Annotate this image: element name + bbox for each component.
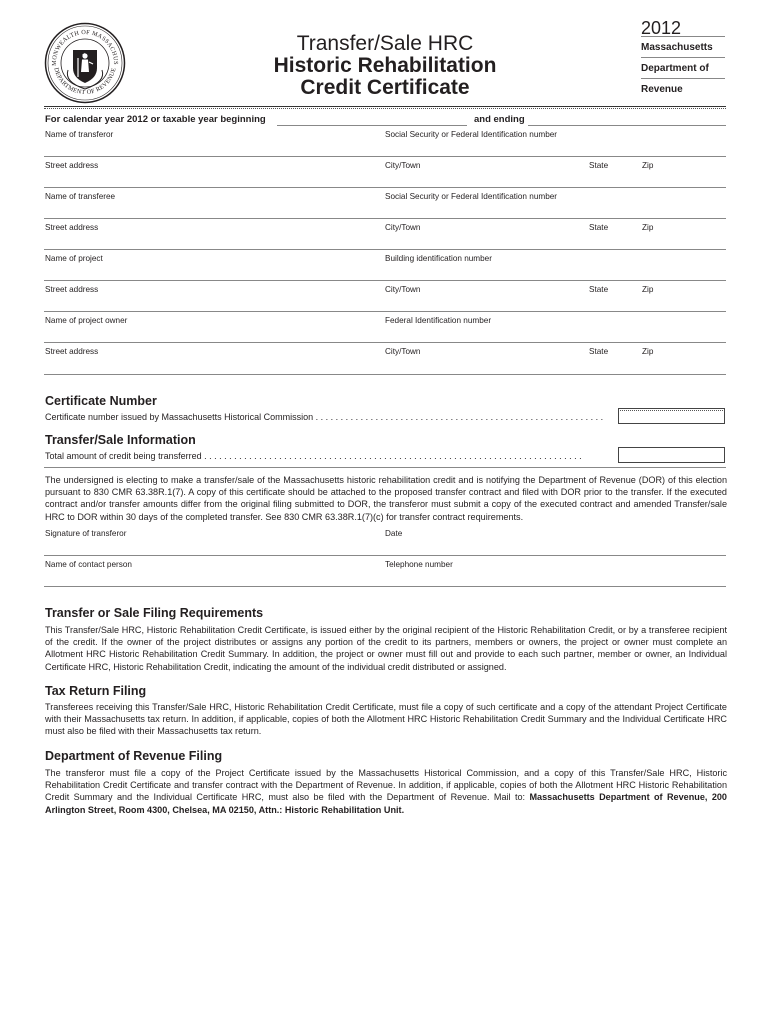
filing-requirements-heading: Transfer or Sale Filing Requirements xyxy=(45,606,264,620)
zip-label: Zip xyxy=(642,285,654,294)
certificate-number-input[interactable] xyxy=(618,408,725,424)
owner-address-field[interactable] xyxy=(44,374,726,375)
transferor-id-label: Social Security or Federal Identification number xyxy=(385,130,558,139)
transferor-address-field[interactable] xyxy=(44,187,726,188)
project-name-label: Name of project xyxy=(45,254,103,263)
project-owner-label: Name of project owner xyxy=(45,316,128,325)
street-address-label: Street address xyxy=(45,223,99,232)
dept-line-3: Revenue xyxy=(641,78,725,99)
transferee-name-label: Name of transferee xyxy=(45,192,116,201)
tax-year: 2012 xyxy=(641,18,682,38)
zip-label: Zip xyxy=(642,223,654,232)
certificate-number-line: Certificate number issued by Massachusetts Historical Commission . . . . . . . . . . . . . . . . . . . . . . . . . . . . . . . . . . . . . . . . . . . . . . . . . . . . . . . . . . xyxy=(45,412,604,422)
street-address-label: Street address xyxy=(45,161,99,170)
dor-filing-body: The transferor must file a copy of the Project Certificate issued by the Massachusetts Historical Commission, and a copy of this Transfer/Sale HRC, Historic Rehabilitation Credit Certificate and transfer contract with the Department of Revenue. In addition, if applicable, copies of both the Allotment HRC Historic Rehabilitation Credit Summary and the Individual Certificate HRC, must also be filed with the Department of Revenue. Mail to: xyxy=(45,768,727,803)
dor-filing-text xyxy=(45,767,727,816)
state-label: State xyxy=(589,223,609,232)
filing-requirements-text: This Transfer/Sale HRC, Historic Rehabilitation Credit Certificate, is issued either by the original recipient of the Historic Rehabilitation Credit, or by a transferee recipient of the credit. If the owner of the project distributes or assigns any portion of the credit to its partners, members or owners, the project or owner must complete an Allotment HRC Historic Rehabilitation Credit Summary. In addition, the project or owner must fill out and provide to each such partner, member or owner, an Individual Certificate HRC, Historic Rehabilitation Credit, indicating the amount of the individual credit distributed or assigned. xyxy=(45,625,727,672)
begin-date-input[interactable] xyxy=(277,125,467,126)
transferee-name-field[interactable] xyxy=(44,218,726,219)
transferor-name-label: Name of transferor xyxy=(45,130,114,139)
end-date-input[interactable] xyxy=(528,125,726,126)
transferor-name-field[interactable] xyxy=(44,156,726,157)
certificate-number-label: Certificate number issued by Massachusetts Historical Commission xyxy=(45,412,314,422)
dor-seal xyxy=(44,22,126,104)
contact-person-label: Name of contact person xyxy=(45,560,132,569)
transfer-info-heading: Transfer/Sale Information xyxy=(45,433,196,447)
signature-field[interactable] xyxy=(44,555,726,556)
title-line-1: Transfer/Sale HRC xyxy=(296,32,474,55)
divider xyxy=(44,467,726,468)
election-statement: The undersigned is electing to make a transfer/sale of the Massachusetts historic rehabilitation credit and is notifying the Department of Revenue (DOR) of this election pursuant to 830 CMR 63.38R.1(7). A copy of this certificate should be attached to the proposed transfer contract and filed with DOR prior to the transfer. If the executed contract and/or transfer amounts differ from the original filing submitted to DOR, the transferor must submit a copy of the executed contract and amended Transfer/sale HRC to DOR within 30 days of the completed transfer. See 830 CMR 63.38R.1(7)(c) for transfer contract requirements. xyxy=(45,475,727,522)
dept-line-2: Department of xyxy=(641,57,725,78)
dept-line-1: Massachusetts xyxy=(641,36,725,57)
signature-label: Signature of transferor xyxy=(45,529,127,538)
city-label: City/Town xyxy=(385,161,421,170)
state-label: State xyxy=(589,285,609,294)
credit-transferred-line: Total amount of credit being transferred . . . . . . . . . . . . . . . . . . . . . . . . . . . . . . . . . . . . . . . . . . . . . . . . . . . . . . . . . . . . . . . . . . . . . . . . . . . . xyxy=(45,451,582,461)
building-id-label: Building identification number xyxy=(385,254,492,263)
street-address-label: Street address xyxy=(45,347,99,356)
state-label: State xyxy=(589,347,609,356)
project-name-field[interactable] xyxy=(44,280,726,281)
dor-mailing-address: Massachusetts Department of Revenue, 200 Arlington Street, Room 4300, Chelsea, MA 02150, Attn.: Historic Rehabilitation Unit. xyxy=(45,792,727,815)
tax-return-text: Transferees receiving this Transfer/Sale HRC, Historic Rehabilitation Credit Certificate, must file a copy of such certificate and a copy of the attendant Project Certificate with their Massachusetts tax return. In addition, if applicable, copies of both the Allotment HRC Historic Rehabilitation Credit Summary and the Individual Certificate HRC must also be filed with their Massachusetts tax return. xyxy=(45,702,727,737)
state-label: State xyxy=(589,161,609,170)
calendar-ending-label: and ending xyxy=(474,114,525,125)
header-divider xyxy=(44,106,726,109)
owner-fid-label: Federal Identification number xyxy=(385,316,492,325)
seal-text-top: MONWEALTH OF MASSACHUS xyxy=(50,28,120,66)
zip-label: Zip xyxy=(642,347,654,356)
title-line-2: Historic Rehabilitation xyxy=(273,54,497,77)
city-label: City/Town xyxy=(385,285,421,294)
department-name xyxy=(641,36,725,99)
title-line-3: Credit Certificate xyxy=(300,76,470,99)
form-title xyxy=(240,33,530,99)
seal-text-bottom: DEPARTMENT OF REVENUE xyxy=(52,66,118,97)
calendar-year-label: For calendar year 2012 or taxable year beginning xyxy=(45,114,266,125)
project-address-field[interactable] xyxy=(44,311,726,312)
dor-filing-heading: Department of Revenue Filing xyxy=(45,749,223,763)
credit-transferred-label: Total amount of credit being transferred xyxy=(45,451,202,461)
transferee-id-label: Social Security or Federal Identification number xyxy=(385,192,558,201)
city-label: City/Town xyxy=(385,223,421,232)
certificate-number-heading: Certificate Number xyxy=(45,394,157,408)
credit-amount-input[interactable] xyxy=(618,447,725,463)
zip-label: Zip xyxy=(642,161,654,170)
date-label: Date xyxy=(385,529,403,538)
project-owner-field[interactable] xyxy=(44,342,726,343)
contact-field[interactable] xyxy=(44,586,726,587)
city-label: City/Town xyxy=(385,347,421,356)
telephone-label: Telephone number xyxy=(385,560,453,569)
transferee-address-field[interactable] xyxy=(44,249,726,250)
street-address-label: Street address xyxy=(45,285,99,294)
tax-return-heading: Tax Return Filing xyxy=(45,684,147,698)
